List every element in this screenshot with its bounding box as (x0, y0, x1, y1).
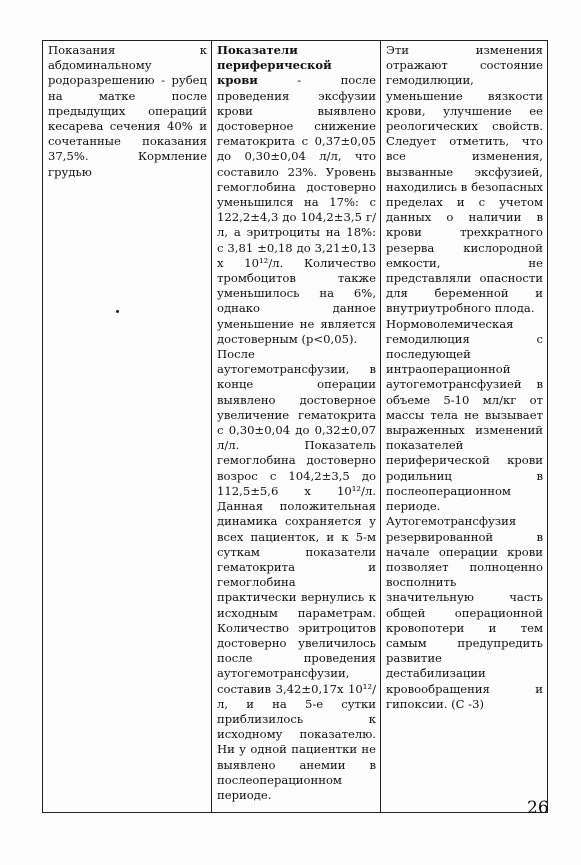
blood-indicators-paragraph-2: После аутогемотрансфузии, в конце операции выявлено достоверное увеличение гематокрита с 0,30±0,04 до 0,32±0,07 л/л. Показатель гемоглобина достоверно возрос с 104,2±3,5 до 112,5±5,6 х 10¹²/л. Данная положительная динамика сохраняется у всех пациенток, и к 5-м суткам показатели гематокрита и гемоглобина практически вернулись к исходным параметрам. Количество эритроцитов достоверно увеличилось после проведения аутогемотрансфузии, составив 3,42±0,17х 10¹²/л, и на 5-е сутки приблизилось к исходному показателю. Ни у одной пациентки не выявлено анемии в послеоперационном периоде. (217, 347, 376, 802)
conclusions-paragraph-3: Аутогемотрансфузия резервированной в начале операции крови позволяет полноценно восполнить значительную часть общей операционной кровопотери и тем самым предупредить развитие дестабилизации кровообращения и гипоксии. (С -3) (386, 514, 543, 711)
blood-indicators-cell (212, 41, 381, 813)
conclusions-paragraph-2: Нормоволемическая гемодилюция с последующей интраоперационной аутогемотрансфузией в объеме 5-10 мл/кг от массы тела не вызывает выраженных изменений показателей периферической крови родильниц в послеоперационном периоде. (386, 316, 543, 514)
blood-indicators-heading: Показатели периферической крови (217, 43, 332, 88)
blood-indicators-text-1: - после проведения эксфузии крови выявлено достоверное снижение гематокрита с 0,37±0,05 до 0,30±0,04 л/л, что составило 23%. Уровень гемоглобина достоверно уменьшился на 17%: с 122,2±4,3 до 104,2±3,5 г/л, а эритроциты на 18%: с 3,81 ±0,18 до 3,21±0,13 х 10¹²/л. Количество тромбоцитов также уменьшилось на 6%, однако данное уменьшение не является достоверным (р<0,05). (217, 73, 376, 346)
indications-text: Показания к абдоминальному родоразрешению - рубец на матке после предыдущих операций кесарева сечения 40% и сочетанные показания 37,5%. Кормление грудью (48, 43, 207, 179)
ink-dot (116, 310, 119, 313)
page-number: 26 (527, 798, 549, 818)
indications-cell (43, 41, 212, 813)
table-row (43, 41, 548, 813)
content-table (42, 40, 548, 813)
conclusions-paragraph-1: Эти изменения отражают состояние гемодилюции, уменьшение вязкости крови, улучшение ее реологических свойств. Следует отметить, что все изменения, вызванные эксфузией, находились в безопасных пределах и с учетом данных о наличии в крови трехкратного резерва кислородной емкости, не представляли опасности для беременной и внутриутробного плода. (386, 43, 543, 316)
conclusions-cell (381, 41, 548, 813)
blood-indicators-paragraph-1 (217, 43, 376, 347)
